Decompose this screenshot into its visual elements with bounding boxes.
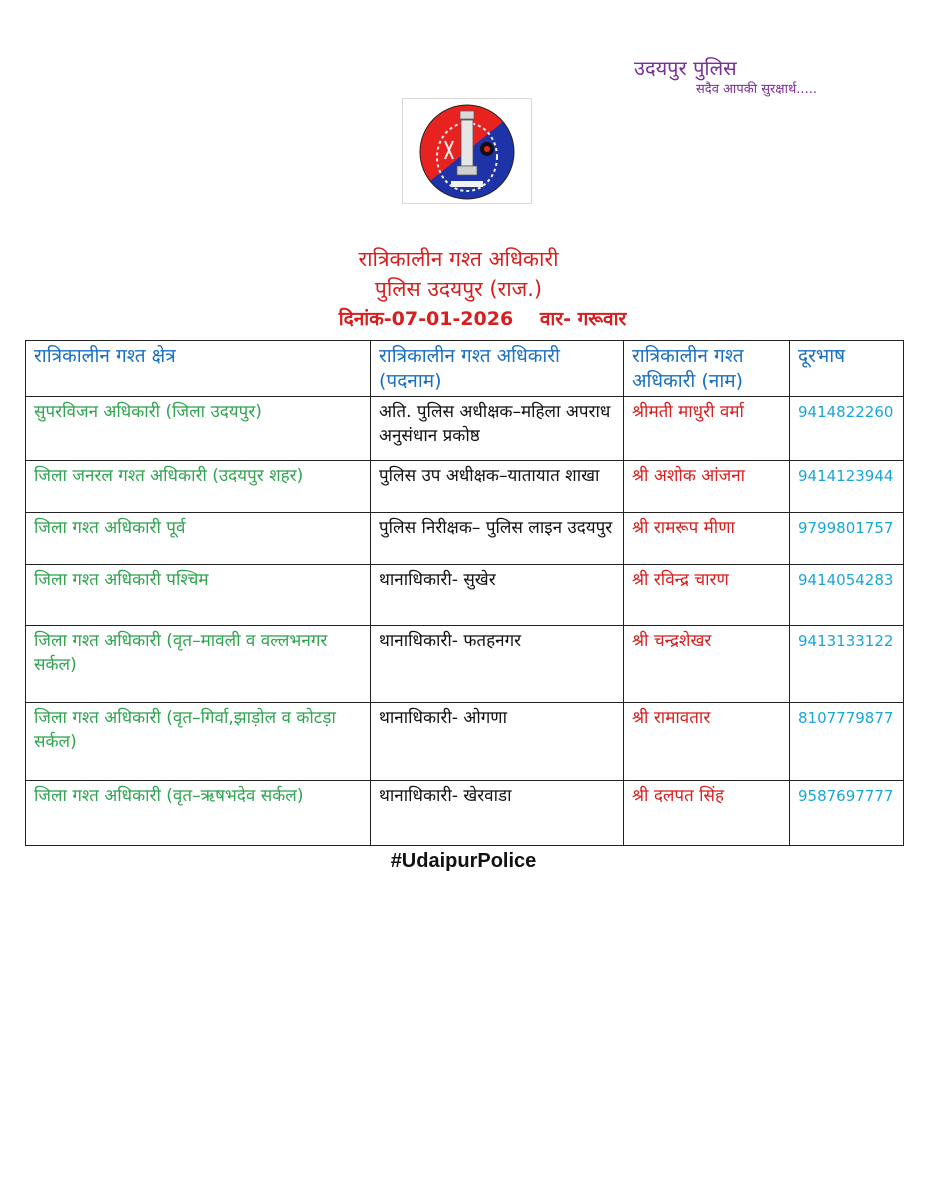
heading-title: रात्रिकालीन गश्त अधिकारी xyxy=(358,247,559,271)
cell-phone: 9414123944 xyxy=(790,461,904,513)
cell-post: थानाधिकारी- खेरवाडा xyxy=(371,781,624,846)
header-post: रात्रिकालीन गश्त अधिकारी (पदनाम) xyxy=(371,341,624,397)
cell-name: श्री अशोक आंजना xyxy=(624,461,790,513)
cell-phone: 9413133122 xyxy=(790,626,904,703)
police-logo xyxy=(402,98,532,204)
brand-tagline: सदैव आपकी सुरक्षार्थ..... xyxy=(696,82,817,97)
cell-phone: 9799801757 xyxy=(790,513,904,565)
cell-area: जिला जनरल गश्त अधिकारी (उदयपुर शहर) xyxy=(26,461,371,513)
cell-post: थानाधिकारी- ओगणा xyxy=(371,703,624,781)
cell-name: श्री चन्द्रशेखर xyxy=(624,626,790,703)
cell-name: श्री रविन्द्र चारण xyxy=(624,565,790,626)
cell-area: सुपरविजन अधिकारी (जिला उदयपुर) xyxy=(26,397,371,461)
cell-area: जिला गश्त अधिकारी (वृत–गिर्वा,झाड़ोल व कोटड़ा सर्कल) xyxy=(26,703,371,781)
table-row xyxy=(26,565,904,626)
table-header-row xyxy=(26,341,904,397)
cell-post: पुलिस निरीक्षक– पुलिस लाइन उदयपुर xyxy=(371,513,624,565)
cell-area: जिला गश्त अधिकारी पूर्व xyxy=(26,513,371,565)
police-emblem-icon xyxy=(403,99,531,203)
heading-subtitle: पुलिस उदयपुर (राज.) xyxy=(374,277,543,301)
table-row xyxy=(26,461,904,513)
cell-area: जिला गश्त अधिकारी (वृत–ऋषभदेव सर्कल) xyxy=(26,781,371,846)
cell-post: थानाधिकारी- फतहनगर xyxy=(371,626,624,703)
heading-day: वार- गरूवार xyxy=(539,308,627,330)
cell-name: श्रीमती माधुरी वर्मा xyxy=(624,397,790,461)
cell-post: थानाधिकारी- सुखेर xyxy=(371,565,624,626)
header-name: रात्रिकालीन गश्त अधिकारी (नाम) xyxy=(624,341,790,397)
cell-area: जिला गश्त अधिकारी पश्चिम xyxy=(26,565,371,626)
header-area: रात्रिकालीन गश्त क्षेत्र xyxy=(26,341,371,397)
cell-phone: 9414054283 xyxy=(790,565,904,626)
brand-title: उदयपुर पुलिस xyxy=(634,56,737,80)
cell-phone: 9587697777 xyxy=(790,781,904,846)
header-phone: दूरभाष xyxy=(790,341,904,397)
table-row xyxy=(26,513,904,565)
hashtag: #UdaipurPolice xyxy=(390,850,537,872)
cell-post: अति. पुलिस अधीक्षक–महिला अपराध अनुसंधान प्रकोष्ठ xyxy=(371,397,624,461)
table-row xyxy=(26,626,904,703)
brand-block xyxy=(630,54,817,97)
cell-name: श्री रामावतार xyxy=(624,703,790,781)
heading-date: दिनांक-07-01-2026 xyxy=(338,308,514,330)
cell-post: पुलिस उप अधीक्षक–यातायात शाखा xyxy=(371,461,624,513)
cell-phone: 9414822260 xyxy=(790,397,904,461)
table-row xyxy=(26,397,904,461)
heading-date-line xyxy=(19,305,927,331)
cell-area: जिला गश्त अधिकारी (वृत–मावली व वल्लभनगर सर्कल) xyxy=(26,626,371,703)
cell-phone: 8107779877 xyxy=(790,703,904,781)
table-row xyxy=(26,781,904,846)
cell-name: श्री रामरूप मीणा xyxy=(624,513,790,565)
table-row xyxy=(26,703,904,781)
patrol-roster-table xyxy=(25,340,904,846)
cell-name: श्री दलपत सिंह xyxy=(624,781,790,846)
